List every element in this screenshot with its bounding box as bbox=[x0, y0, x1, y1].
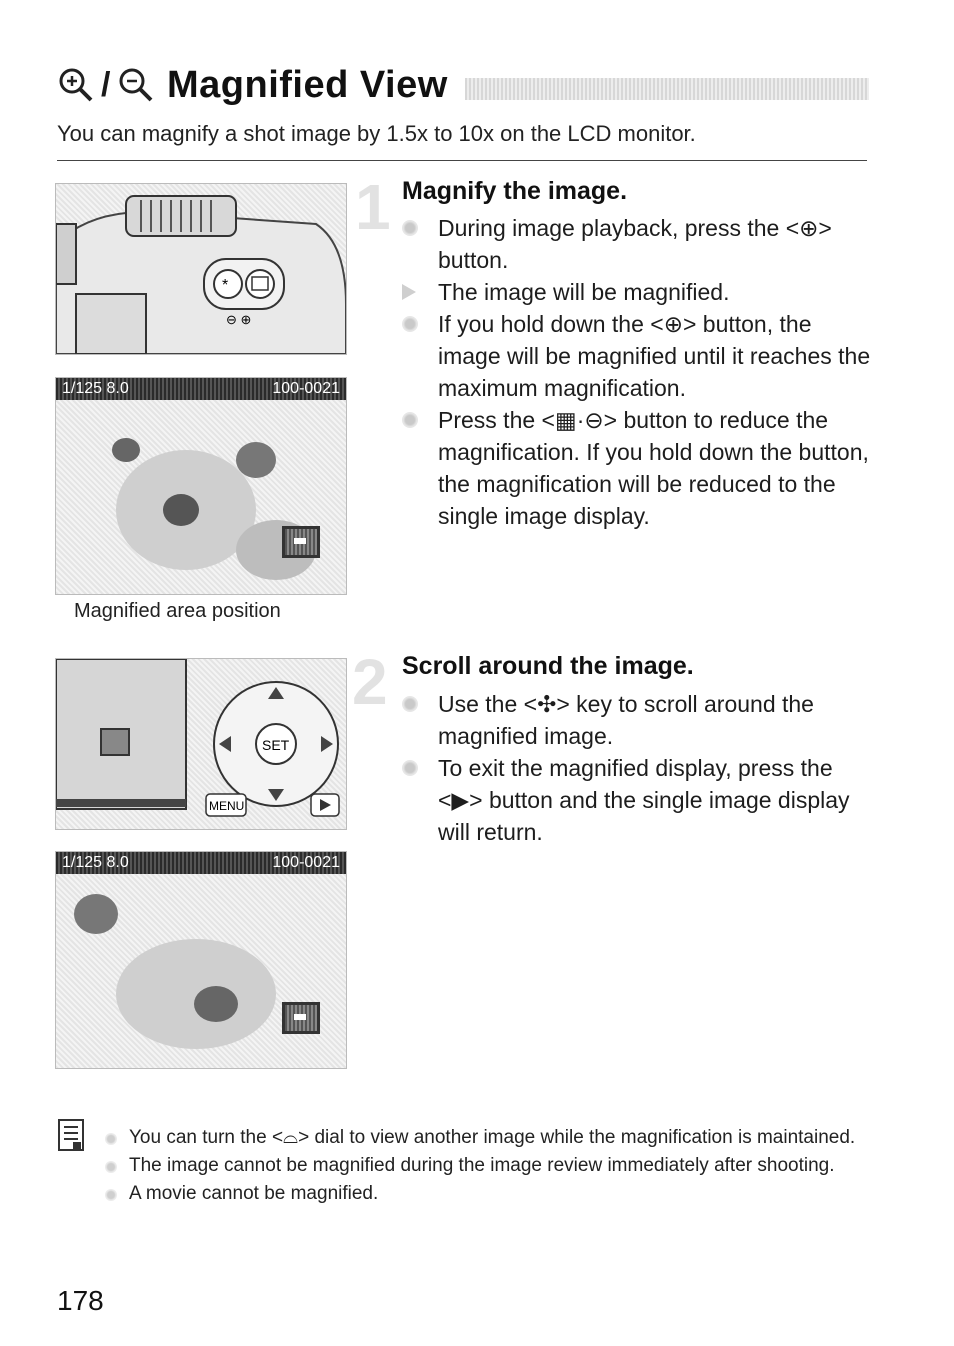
step-number: 2 bbox=[352, 646, 388, 718]
step-heading: Scroll around the image. bbox=[402, 652, 694, 680]
figure-caption: Magnified area position bbox=[74, 600, 281, 622]
bullet-icon bbox=[402, 412, 418, 428]
title-decoration-bar bbox=[465, 78, 869, 100]
lcd-scrolled-image bbox=[55, 851, 347, 1069]
page-number: 178 bbox=[57, 1285, 104, 1316]
lcd-magnified-image bbox=[55, 377, 347, 595]
bullet-icon bbox=[402, 760, 418, 776]
lcd-info-bar bbox=[56, 378, 346, 400]
list-item: Use the <✣> key to scroll around the magnified image. bbox=[402, 688, 872, 752]
slash-separator: / bbox=[101, 66, 111, 104]
magnified-area-position-box bbox=[282, 526, 320, 558]
svg-text:*: * bbox=[222, 277, 229, 294]
list-item: You can turn the <⌓> dial to view another image while the magnification is maintained. bbox=[105, 1124, 865, 1152]
step-2-instructions bbox=[402, 688, 872, 848]
file-number: 100-0021 bbox=[272, 380, 340, 397]
list-item: During image playback, press the <⊕> button. bbox=[402, 212, 872, 276]
file-number: 100-0021 bbox=[272, 854, 340, 871]
divider bbox=[57, 160, 867, 161]
result-arrow-icon bbox=[402, 284, 416, 300]
svg-text:⊖ ⊕: ⊖ ⊕ bbox=[226, 312, 252, 327]
shooting-info: 1/125 8.0 bbox=[62, 854, 129, 871]
list-item: To exit the magnified display, press the <▶> button and the single image display will return. bbox=[402, 752, 872, 848]
page-header bbox=[57, 60, 869, 110]
lcd-info-bar bbox=[56, 852, 346, 874]
magnify-minus-icon bbox=[117, 66, 159, 109]
cross-keys-illustration bbox=[55, 658, 347, 830]
bullet-icon bbox=[105, 1161, 117, 1173]
step-number: 1 bbox=[355, 171, 391, 243]
step-heading: Magnify the image. bbox=[402, 177, 628, 205]
list-item: The image will be magnified. bbox=[402, 276, 872, 308]
bullet-icon bbox=[402, 220, 418, 236]
list-item: A movie cannot be magnified. bbox=[105, 1180, 865, 1208]
bullet-icon bbox=[105, 1189, 117, 1201]
note-memo-icon bbox=[57, 1118, 87, 1159]
intro-text: You can magnify a shot image by 1.5x to 10x on the LCD monitor. bbox=[57, 121, 696, 146]
step-1-instructions bbox=[402, 212, 872, 532]
svg-text:MENU: MENU bbox=[209, 799, 245, 813]
list-item: The image cannot be magnified during the image review immediately after shooting. bbox=[105, 1152, 865, 1180]
shooting-info: 1/125 8.0 bbox=[62, 380, 129, 397]
notes-list bbox=[105, 1124, 865, 1208]
list-item: Press the <▦·⊖> button to reduce the magnification. If you hold down the button, the magnification will be reduced to the single image display. bbox=[402, 404, 872, 532]
page-title: Magnified View bbox=[167, 64, 448, 106]
magnify-plus-icon bbox=[57, 66, 99, 109]
list-item: If you hold down the <⊕> button, the image will be magnified until it reaches the maximum magnification. bbox=[402, 308, 872, 404]
bullet-icon bbox=[402, 316, 418, 332]
svg-text:SET: SET bbox=[262, 737, 290, 753]
magnified-area-position-box bbox=[282, 1002, 320, 1034]
bullet-icon bbox=[105, 1133, 117, 1145]
camera-buttons-illustration bbox=[55, 183, 347, 355]
bullet-icon bbox=[402, 696, 418, 712]
